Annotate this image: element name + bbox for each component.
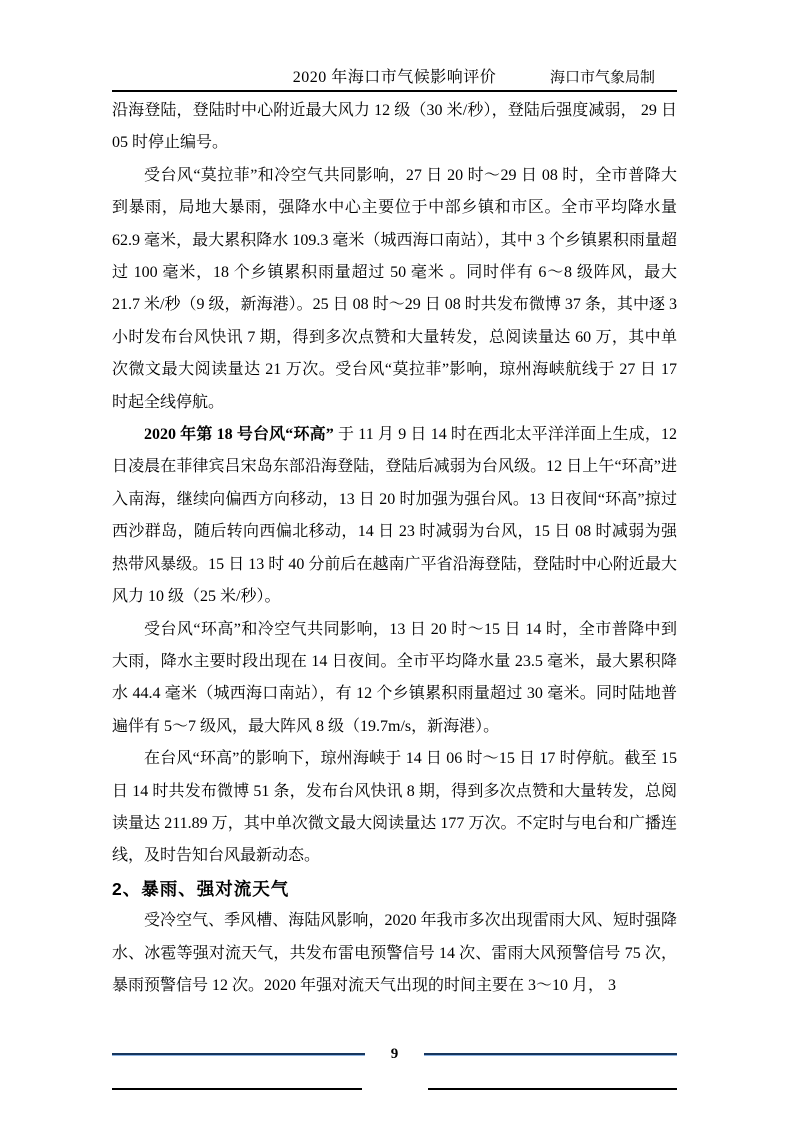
paragraph-vamco-overview xyxy=(112,419,677,613)
footer-bottom-rule-gap xyxy=(362,1088,428,1090)
footer-rule-left xyxy=(112,1053,365,1056)
header-title: 2020 年海口市气候影响评价 xyxy=(292,69,497,86)
footer-bottom-rule-right xyxy=(428,1088,678,1090)
paragraph-molave-landfall-continued: 沿海登陆，登陆时中心附近最大风力 12 级（30 米/秒），登陆后强度减弱， 29 日 05 时停止编号。 xyxy=(112,102,677,152)
header-rule xyxy=(112,90,677,92)
paragraph-vamco-shipping-weibo: 在台风“环高”的影响下，琼州海峡于 14 日 06 时～15 日 17 时停航。截至 15 日 14 时共发布微博 51 条，发布台风快讯 8 期，得到多次点赞和大量转发，总阅读量达 211.89 万，其中单次微文最大阅读量达 177 万次。不定时与电台和广播连线，及时告知台风最新动态。 xyxy=(112,750,677,865)
typhoon-vamco-bold-lead: 2020 年第 18 号台风“环高” xyxy=(144,426,334,444)
page-header xyxy=(112,62,677,88)
typhoon-vamco-lead-rest: 于 11 月 9 日 14 时在西北太平洋洋面上生成，12 日凌晨在菲律宾吕宋岛东部沿海登陆，登陆后减弱为台风级。12 日上午“环高”进入南海，继续向偏西方向移动，13 日 20 时加强为强台风。13 日夜间“环高”掠过西沙群岛，随后转向西偏北移动，14 日 23 时减弱为台风，15 日 08 时减弱为强热带风暴级。15 日 13 时 40 分前后在越南广平省沿海登陆，登陆时中心附近最大风力 10 级（25 米/秒）。 xyxy=(112,426,677,606)
section-heading-rainstorm-convective: 2、暴雨、强对流天气 xyxy=(112,878,290,899)
document-body xyxy=(112,95,677,1002)
paragraph-convective-weather: 受冷空气、季风槽、海陆风影响，2020 年我市多次出现雷雨大风、短时强降水、冰雹等强对流天气，共发布雷电预警信号 14 次、雷雨大风预警信号 75 次，暴雨预警信号 12 次。2020 年强对流天气出现的时间主要在 3～10 月， 3 xyxy=(112,912,677,994)
footer-bottom-rule-row xyxy=(112,1088,677,1090)
paragraph-vamco-rainfall-impact: 受台风“环高”和冷空气共同影响，13 日 20 时～15 日 14 时，全市普降中到大雨，降水主要时段出现在 14 日夜间。全市平均降水量 23.5 毫米，最大累积降水 44.4 毫米（城西海口南站），有 12 个乡镇累积雨量超过 30 毫米。同时陆地普遍伴有 5～7 级风，最大阵风 8 级（19.7m/s，新海港）。 xyxy=(112,620,677,735)
header-issuer: 海口市气象局制 xyxy=(549,70,655,86)
paragraph-molave-rainfall-impact: 受台风“莫拉菲”和冷空气共同影响，27 日 20 时～29 日 08 时，全市普降大到暴雨，局地大暴雨，强降水中心主要位于中部乡镇和市区。全市平均降水量 62.9 毫米，最大累积降水 109.3 毫米（城西海口南站），其中 3 个乡镇累积雨量超过 100 毫米，18 个乡镇累积雨量超过 50 毫米 。同时伴有 6～8 级阵风，最大 21.7 米/秒（9 级，新海港）。25 日 08 时～29 日 08 时共发布微博 37 条，其中逐 3 小时发布台风快讯 7 期，得到多次点赞和大量转发，总阅读量达 60 万，其中单次微文最大阅读量达 21 万次。受台风“莫拉菲”影响，琼州海峡航线于 27 日 17 时起全线停航。 xyxy=(112,166,677,411)
footer-pagenumber-row xyxy=(112,1046,677,1062)
footer-bottom-rule-left xyxy=(112,1088,362,1090)
footer-rule-right xyxy=(424,1053,677,1056)
page-number: 9 xyxy=(390,1046,399,1062)
